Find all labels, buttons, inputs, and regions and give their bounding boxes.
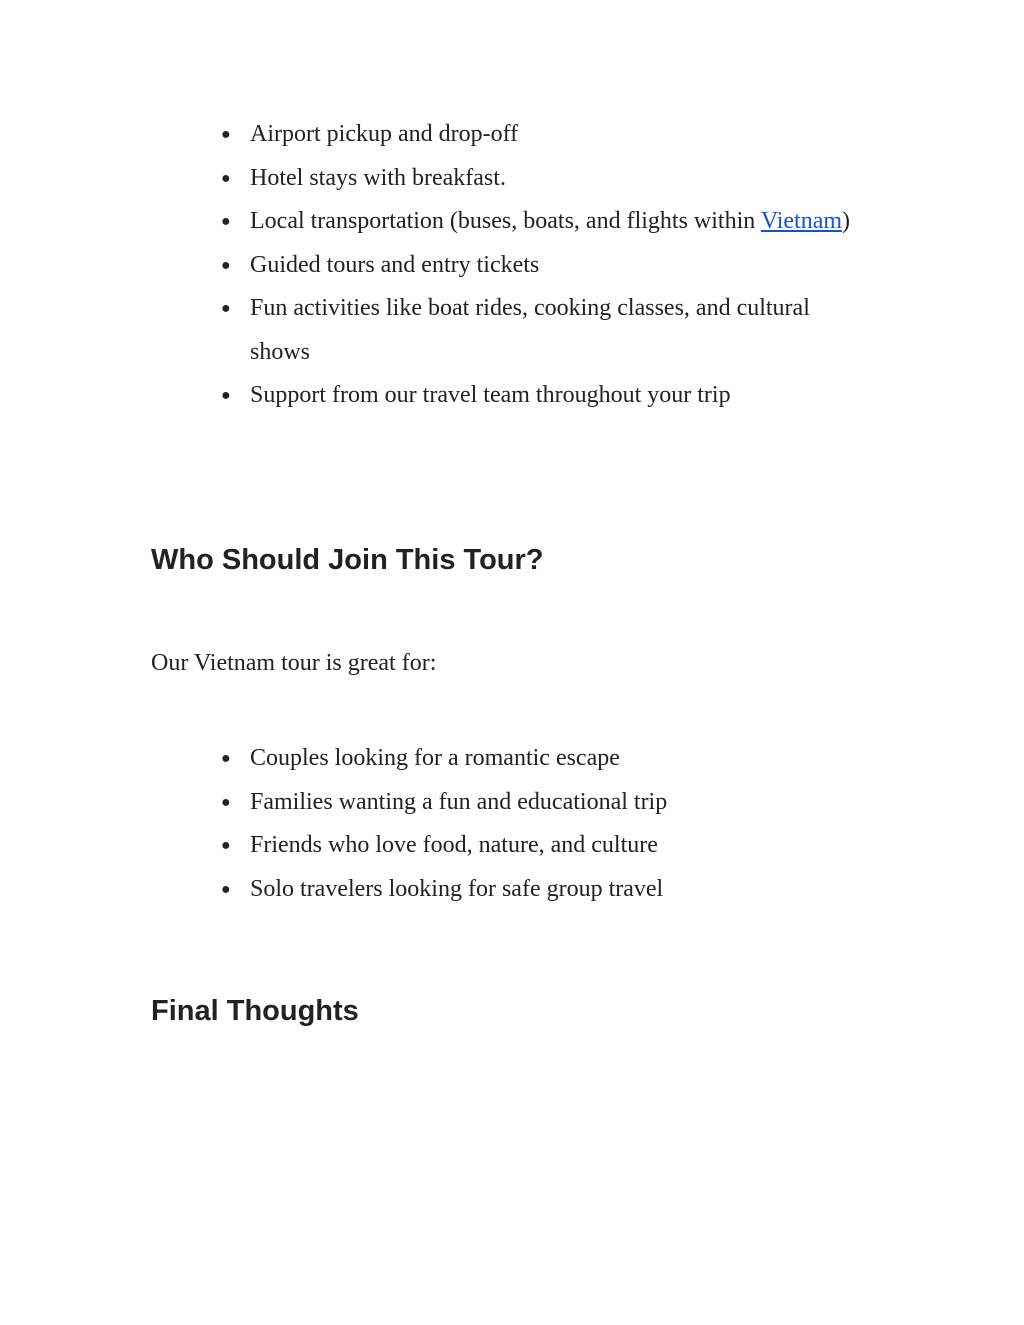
list-item-text: Support from our travel team throughout your trip [250, 382, 731, 408]
section-heading-who: Who Should Join This Tour? [151, 544, 544, 576]
section-heading-final: Final Thoughts [151, 995, 359, 1027]
list-item [221, 737, 861, 781]
audience-list [221, 737, 861, 911]
list-item [221, 157, 861, 201]
bullet-icon: ● [221, 213, 231, 230]
list-item-text-before: Local transportation (buses, boats, and flights within [250, 208, 761, 234]
list-item-text: Friends who love food, nature, and culture [250, 832, 658, 858]
list-item [221, 868, 861, 912]
list-item [221, 113, 861, 157]
bullet-icon: ● [221, 387, 231, 404]
list-item-text: Airport pickup and drop-off [250, 121, 519, 147]
bullet-icon: ● [221, 126, 231, 143]
list-item-text-after: ) [842, 208, 851, 234]
bullet-icon: ● [221, 300, 231, 317]
list-item [221, 244, 861, 288]
bullet-icon: ● [221, 750, 231, 767]
bullet-icon: ● [221, 256, 231, 274]
list-item-text: Hotel stays with breakfast. [250, 164, 506, 191]
list-item [221, 824, 861, 868]
bullet-icon: ● [221, 793, 231, 811]
list-item-text: Couples looking for a romantic escape [250, 745, 620, 771]
list-item-text: Guided tours and entry tickets [250, 251, 540, 278]
list-item-text: Families wanting a fun and educational trip [250, 788, 668, 815]
inclusions-list [221, 113, 861, 418]
vietnam-link[interactable]: Vietnam [760, 208, 843, 234]
bullet-icon: ● [221, 837, 231, 854]
list-item-text: Fun activities like boat rides, cooking classes, and cultural shows [250, 295, 810, 365]
intro-paragraph: Our Vietnam tour is great for: [151, 650, 437, 676]
list-item [221, 781, 861, 825]
list-item [221, 287, 861, 374]
bullet-icon: ● [221, 880, 231, 898]
list-item-text: Solo travelers looking for safe group travel [250, 875, 664, 902]
list-item [221, 200, 861, 244]
bullet-icon: ● [221, 169, 231, 187]
list-item [221, 374, 861, 418]
